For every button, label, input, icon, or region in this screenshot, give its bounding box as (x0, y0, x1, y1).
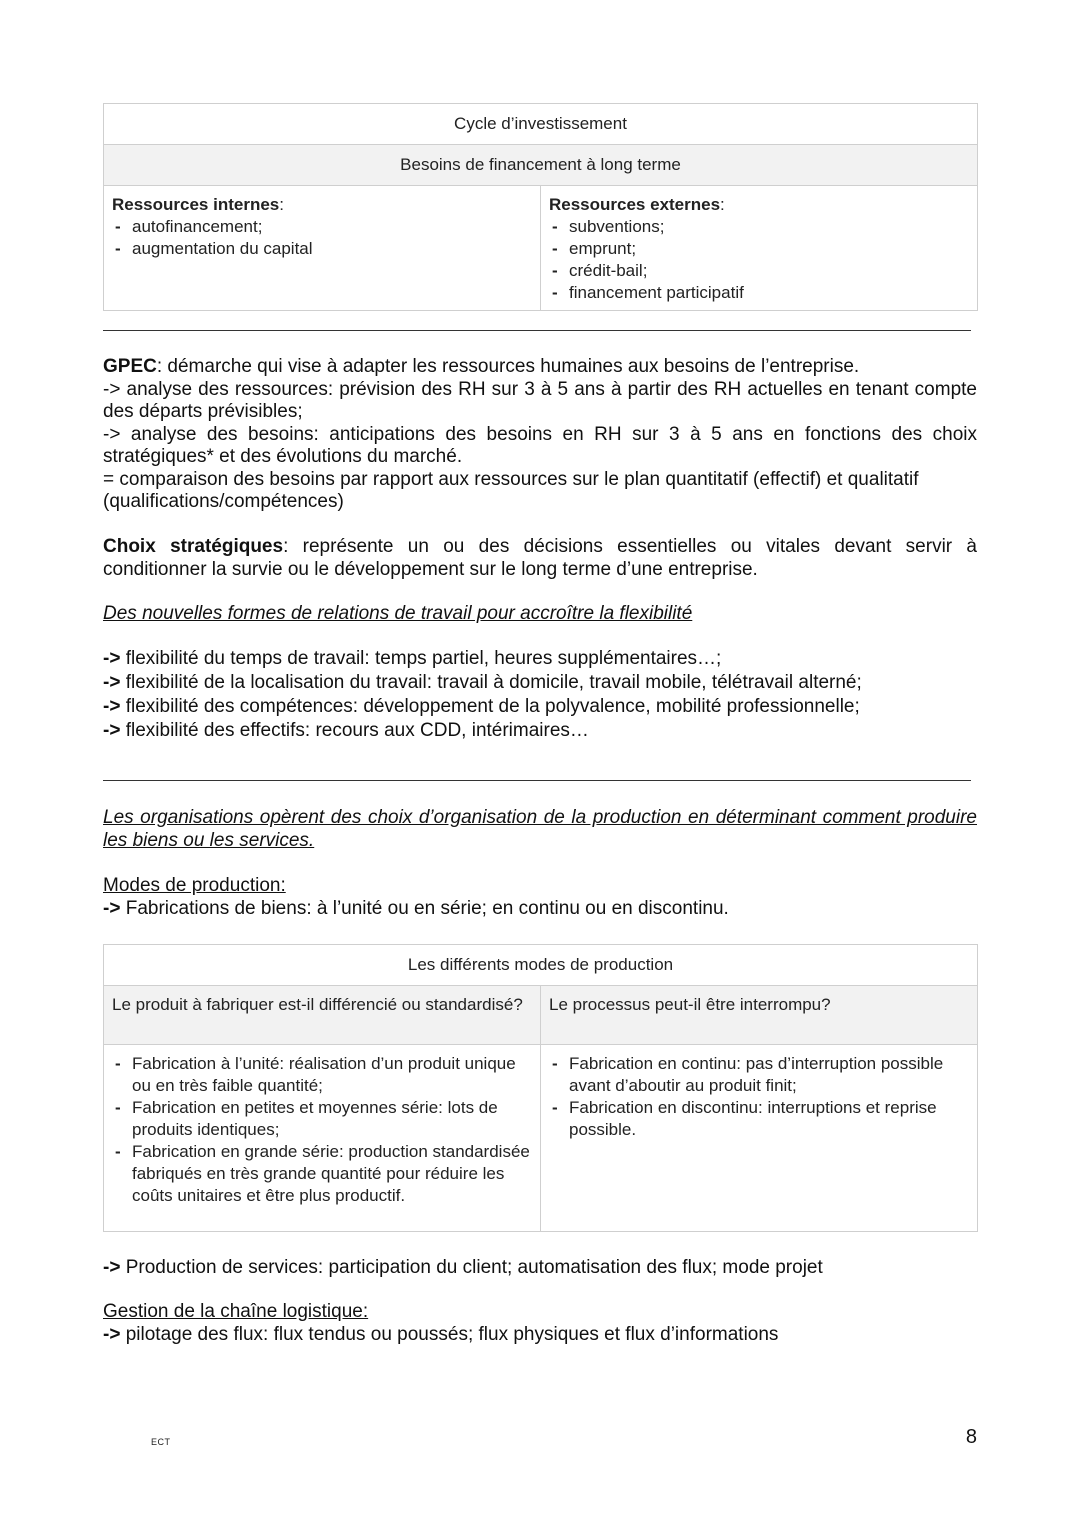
production-modes-line: -> Fabrications de biens: à l’unité ou en série; en continu ou en discontinu. (103, 897, 729, 919)
list-item: - Fabrication à l’unité: réalisation d’un produit unique ou en très faible quantité; (112, 1053, 532, 1097)
product-question-header: Le produit à fabriquer est-il différencié ou standardisé? (104, 986, 541, 1045)
list-item: - financement participatif (549, 282, 969, 304)
list-item: -> flexibilité du temps de travail: temps partiel, heures supplémentaires…; (103, 648, 722, 669)
external-resources-list (549, 216, 969, 304)
list-item: - augmentation du capital (112, 238, 532, 260)
financing-table (103, 103, 978, 311)
process-types-list (549, 1053, 969, 1141)
product-types-list (112, 1053, 532, 1207)
internal-resources-list (112, 216, 532, 260)
separator-line (103, 780, 971, 781)
separator-line (103, 330, 971, 331)
process-question-header: Le processus peut-il être interrompu? (541, 986, 978, 1045)
gpec-comparison: = comparaison des besoins par rapport aux ressources sur le plan quantitatif (effectif) et qualitatif (qualifications/compétences) (103, 468, 919, 512)
process-types-cell (541, 1045, 978, 1232)
external-resources-heading: Ressources externes: (549, 195, 725, 214)
list-item: -> flexibilité de la localisation du travail: travail à domicile, travail mobile, télétravail alterné; (103, 672, 862, 693)
page-number: 8 (965, 1426, 977, 1448)
production-table-title: Les différents modes de production (104, 945, 978, 986)
logistics-section (103, 1301, 977, 1346)
services-line: -> Production de services: participation du client; automatisation des flux; mode projet (103, 1257, 823, 1278)
list-item: - emprunt; (549, 238, 969, 260)
gpec-resources-analysis: -> analyse des ressources: prévision des RH sur 3 à 5 ans à partir des RH actuelles en tenant compte des départs prévisibles; (103, 378, 977, 422)
logistics-line: -> pilotage des flux: flux tendus ou poussés; flux physiques et flux d’informations (103, 1323, 779, 1345)
flexibility-list (103, 647, 977, 743)
list-item: - crédit-bail; (549, 260, 969, 282)
list-item: - Fabrication en grande série: production standardisée fabriqués en très grande quantité pour réduire les coûts unitaires et être plus productif. (112, 1141, 532, 1207)
list-item: - autofinancement; (112, 216, 532, 238)
list-item: -> flexibilité des effectifs: recours aux CDD, intérimaires… (103, 720, 589, 741)
list-item: - Fabrication en continu: pas d’interruption possible avant d’aboutir au produit finit; (549, 1053, 969, 1097)
production-modes-table (103, 944, 978, 1232)
financing-table-title: Cycle d’investissement (104, 104, 978, 145)
list-item: - Fabrication en discontinu: interruptions et reprise possible. (549, 1097, 969, 1141)
list-item: -> flexibilité des compétences: développement de la polyvalence, mobilité professionnelle; (103, 696, 860, 717)
footer-label: ECT (151, 1437, 171, 1447)
internal-resources-cell (104, 186, 541, 311)
external-resources-cell (541, 186, 978, 311)
flexibility-title: Des nouvelles formes de relations de travail pour accroître la flexibilité (103, 603, 693, 624)
gpec-section (103, 356, 977, 514)
list-item: - subventions; (549, 216, 969, 238)
product-types-cell (104, 1045, 541, 1232)
production-modes (103, 875, 977, 920)
list-item: - Fabrication en petites et moyennes série: lots de produits identiques; (112, 1097, 532, 1141)
logistics-title: Gestion de la chaîne logistique: (103, 1301, 369, 1322)
production-intro: Les organisations opèrent des choix d’organisation de la production en déterminant comment produire les biens ou les services. (103, 807, 977, 851)
production-modes-title: Modes de production: (103, 875, 286, 896)
gpec-definition: GPEC: démarche qui vise à adapter les ressources humaines aux besoins de l’entreprise. (103, 356, 860, 377)
internal-resources-heading: Ressources internes: (112, 195, 284, 214)
gpec-needs-analysis: -> analyse des besoins: anticipations des besoins en RH sur 3 à 5 ans en fonctions des choix stratégiques* et des évolutions du marché. (103, 423, 977, 467)
financing-table-subtitle: Besoins de financement à long terme (104, 145, 978, 186)
strategic-choices-definition: Choix stratégiques: représente un ou des décisions essentielles ou vitales devant servir à conditionner la survie ou le développement sur le long terme d’une entreprise. (103, 536, 977, 580)
